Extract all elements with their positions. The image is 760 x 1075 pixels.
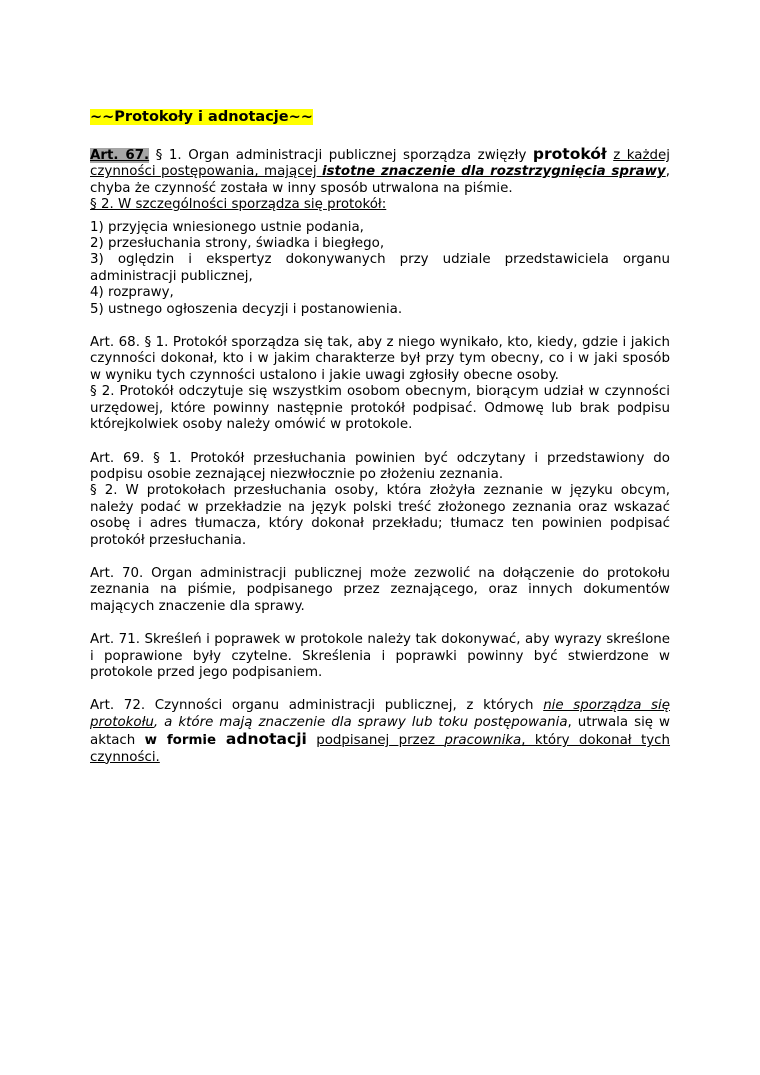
page-title: ~~Protokoły i adnotacje~~	[90, 109, 313, 125]
document-content	[90, 107, 670, 783]
art68: Art. 68. § 1. Protokół sporządza się tak, aby z niego wynikało, kto, kiedy, gdzie i jakich czynności dokonał, kto i w jakim charakterze był przy tym obecny, co i w jaki sposób w wyniku tych czynności ustalono i jakie uwagi zgłosiły obecne osoby. § 2. Protokół odczytuje się wszystkim osobom obecnym, biorącym udział w czynności urzędowej, które powinny następnie protokół podpisać. Odmowę lub brak podpisu którejkolwiek osoby należy omówić w protokole.	[90, 335, 670, 433]
art71: Art. 71. Skreśleń i poprawek w protokole należy tak dokonywać, aby wyrazy skreślone i poprawione były czytelne. Skreślenia i poprawki powinny być stwierdzone w protokole przed jego podpisaniem.	[90, 632, 670, 680]
art67-label: Art. 67.	[90, 148, 150, 163]
adnotacji-term: adnotacji	[225, 730, 307, 749]
art72: Art. 72. Czynności organu administracji publicznej, z których nie sporządza się protokołu, a które mają znaczenie dla sprawy lub toku postępowania, utrwala się w aktach w formie adnotacji podpisanej przez pracownika, który dokonał tych czynności.	[90, 698, 671, 765]
art69: Art. 69. § 1. Protokół przesłuchania powinien być odczytany i przedstawiony do podpisu osobie zeznającej niezwłocznie po złożeniu zeznania. § 2. W protokołach przesłuchania osoby, która złożyła zeznanie w języku obcym, należy podać w przekładzie na język polski treść złożonego zeznania oraz wskazać osobę i adres tłumacza, który dokonał przekładu; tłumacz ten powinien podpisać protokół przesłuchania.	[90, 450, 670, 548]
art67-list	[90, 220, 670, 318]
list-item: 5) ustnego ogłoszenia decyzji i postanowienia.	[90, 301, 403, 317]
art70: Art. 70. Organ administracji publicznej może zezwolić na dołączenie do protokołu zeznania na piśmie, podpisanego przez zeznającego, oraz innych dokumentów mających znaczenie dla sprawy.	[90, 565, 670, 614]
art67-par2: § 2. W szczególności sporządza się protokół:	[90, 197, 387, 213]
key-phrase: istotne znaczenie dla rozstrzygnięcia sprawy	[321, 164, 666, 180]
protokol-term: protokół	[532, 145, 607, 163]
list-item: 3) oględzin i ekspertyz dokonywanych przy udziale przedstawiciela organu administracji publicznej,	[90, 252, 670, 284]
list-item: 4) rozprawy,	[90, 285, 174, 301]
art67-par1: Art. 67. § 1. Organ administracji publicznej sporządza zwięzły protokół z każdej czynności postępowania, mającej istotne znaczenie dla rozstrzygnięcia sprawy, chyba że czynność została w inny sposób utrwalona na piśmie. § 2. W szczególności sporządza się protokół:	[90, 145, 670, 213]
list-item: 1) przyjęcia wniesionego ustnie podania,	[90, 219, 364, 235]
list-item: 2) przesłuchania strony, świadka i biegłego,	[90, 236, 385, 252]
